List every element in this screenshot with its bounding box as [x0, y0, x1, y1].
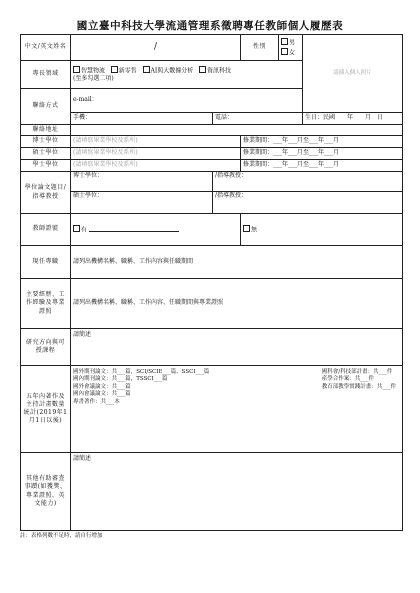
email-field[interactable]	[71, 89, 303, 113]
pubs-nstc-projects: 國科會/科技部計畫：共___件	[321, 369, 393, 375]
ms-school-field[interactable]: (請填寫畢業學校及系所)	[71, 148, 241, 160]
phd-advisor-label: /指導教授：	[215, 172, 248, 179]
pubs-label: 五年內著作及主持計畫數量統計(2019年1月1日以後)	[21, 366, 71, 453]
cert-no-cell	[241, 214, 403, 246]
tel-field[interactable]	[213, 113, 303, 125]
phd-advisor-field[interactable]	[213, 172, 403, 192]
field-checkbox-logistics[interactable]	[73, 66, 80, 73]
phd-label: 博士學位	[21, 136, 71, 148]
male-label: 男	[289, 39, 296, 47]
name-field[interactable]: /	[71, 35, 241, 61]
phd-thesis-label: 博士學位：	[73, 172, 104, 179]
current-field[interactable]: 請列出機構名稱、職稱、工作內容與任職期間	[71, 246, 403, 279]
cert-yes-label: 有	[81, 226, 88, 234]
experience-label: 主要經歷、工作經驗及專業證照	[21, 279, 71, 329]
bs-label: 學士學位	[21, 160, 71, 172]
phd-school-field[interactable]: (請填寫畢業學校及系所)	[71, 136, 241, 148]
other-label: 其他有助審查事蹟(如獲獎、專業證照、英文能力)	[21, 453, 71, 531]
field-checkbox-retail[interactable]	[111, 66, 118, 73]
cert-number-line[interactable]	[89, 226, 179, 232]
ms-advisor-label: /指導教授：	[215, 192, 248, 199]
cert-label: 教師證號	[21, 214, 71, 246]
thesis-label: 學位論文題目/指導教授	[21, 172, 71, 214]
photo-area[interactable]	[303, 35, 403, 113]
photo-placeholder: 請插入個人照片	[333, 69, 372, 76]
ms-period[interactable]: 修業期間：___年___月至___年___月	[241, 148, 403, 160]
cert-yes-checkbox[interactable]	[73, 225, 80, 232]
field-options	[71, 61, 303, 89]
address-label: 聯絡地址	[21, 125, 71, 136]
field-option-it: 資訊科技	[206, 67, 231, 75]
resume-table	[20, 34, 403, 531]
field-option-retail: 新零售	[118, 67, 137, 75]
contact-label: 聯絡方式	[21, 89, 71, 125]
female-label: 女	[289, 49, 296, 56]
ms-thesis-field[interactable]	[71, 192, 213, 214]
pubs-right-list	[322, 369, 400, 406]
pubs-books: 專書著作：共___本	[73, 398, 120, 405]
cert-no-label: 無	[251, 226, 258, 234]
tel-label: 電話：	[215, 114, 234, 122]
cert-yes-cell	[71, 214, 241, 246]
cert-no-checkbox[interactable]	[243, 225, 250, 232]
pubs-moe-projects: 教育部教學實踐計畫：共___件	[321, 383, 397, 390]
research-field[interactable]: 請簡述	[71, 329, 403, 366]
gender-label: 性別	[241, 35, 279, 61]
field-note: (至多勾選二項)	[73, 75, 114, 83]
ms-thesis-label: 碩士學位：	[73, 192, 104, 199]
current-label: 現任專職	[21, 246, 71, 279]
ms-label: 碩士學位	[21, 148, 71, 160]
pubs-intl-conf: 國外會議論文：共___篇	[73, 383, 131, 390]
ms-advisor-field[interactable]	[213, 192, 403, 214]
field-label: 專長領域	[21, 61, 71, 89]
phd-period[interactable]: 修業期間：___年___月至___年___月	[241, 136, 403, 148]
mobile-field[interactable]	[71, 113, 213, 125]
mobile-label: 手機：	[73, 114, 92, 122]
field-option-logistics: 智慧物流	[81, 67, 106, 75]
name-label: 中文/英文姓名	[21, 35, 71, 61]
birth-field[interactable]	[303, 113, 403, 125]
field-checkbox-ai[interactable]	[143, 66, 150, 73]
field-checkbox-it[interactable]	[199, 66, 206, 73]
pubs-field[interactable]	[71, 366, 403, 453]
phd-thesis-field[interactable]	[71, 172, 213, 192]
email-label: e-mail：	[73, 96, 98, 104]
research-label: 研究方向與可授課程	[21, 329, 71, 366]
form-title: 國立臺中科技大學流通管理系徵聘專任教師個人履歷表	[76, 20, 344, 32]
field-option-ai: AI與大數據分析	[150, 67, 194, 75]
address-field[interactable]	[71, 125, 403, 136]
experience-field[interactable]: 請列出機構名稱、職稱、工作內容、任職期間與專業證照	[71, 279, 403, 329]
gender-options	[279, 35, 303, 61]
bs-period[interactable]: 修業期間：___年___月至___年___月	[241, 160, 403, 172]
pubs-left-list	[73, 369, 209, 406]
other-field[interactable]: 請簡述	[71, 453, 403, 531]
male-checkbox[interactable]	[281, 38, 288, 45]
pubs-dom-journal: 國內期刊論文：共___篇，TSSCI___篇	[73, 376, 168, 383]
pubs-intl-journal: 國外期刊論文：共___篇，SCI/SCIE___篇、SSCI___篇	[73, 369, 210, 375]
female-checkbox[interactable]	[281, 48, 288, 55]
footnote: 註：表格列數不足時，請自行增加	[20, 533, 103, 539]
pubs-dom-conf: 國內會議論文：共___篇	[73, 391, 131, 398]
bs-school-field[interactable]: (請填寫畢業學校及系所)	[71, 160, 241, 172]
pubs-industry-projects: 產學合作案：共___件	[321, 376, 375, 383]
birth-label: 生日：民國 年 月 日	[305, 114, 384, 122]
